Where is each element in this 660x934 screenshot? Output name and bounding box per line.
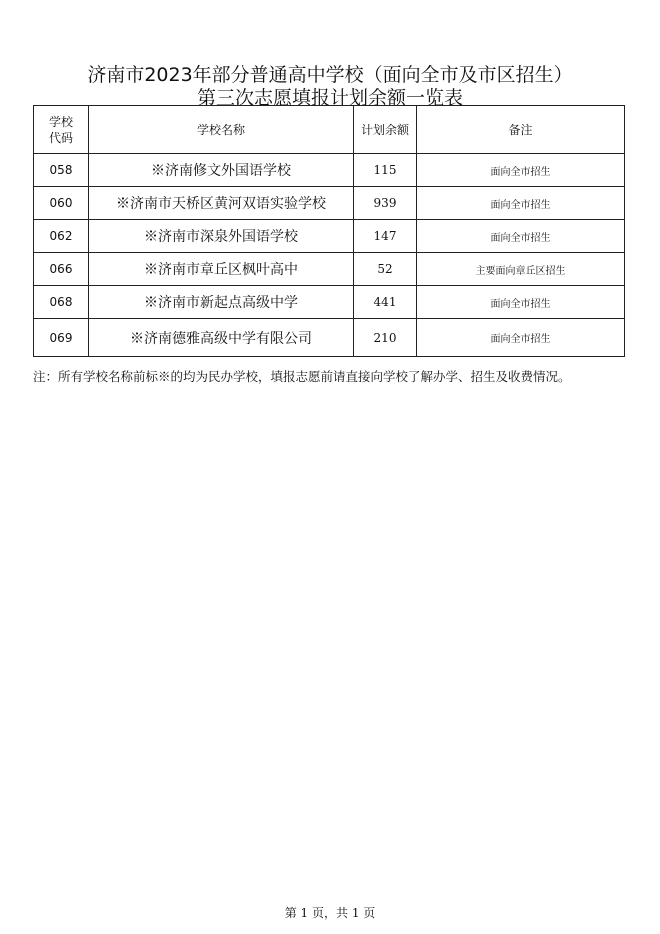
cell-code: 066: [34, 253, 89, 286]
cell-code: 058: [34, 154, 89, 187]
cell-code: 060: [34, 187, 89, 220]
cell-remark: 面向全市招生: [417, 154, 625, 187]
cell-quota: 115: [354, 154, 417, 187]
cell-code: 068: [34, 286, 89, 319]
cell-code: 062: [34, 220, 89, 253]
page-number: 第 1 页，共 1 页: [284, 906, 376, 920]
cell-remark: 主要面向章丘区招生: [417, 253, 625, 286]
cell-remark: 面向全市招生: [417, 319, 625, 357]
table-row: [34, 319, 625, 357]
cell-name: ※济南修文外国语学校: [89, 154, 354, 187]
table-row: [34, 187, 625, 220]
cell-name: ※济南德雅高级中学有限公司: [89, 319, 354, 357]
cell-quota: 210: [354, 319, 417, 357]
title-line-1: 济南市2023年部分普通高中学校（面向全市及市区招生）: [87, 64, 573, 86]
cell-quota: 147: [354, 220, 417, 253]
cell-name: ※济南市章丘区枫叶高中: [89, 253, 354, 286]
header-code-line1: 学校: [48, 114, 73, 129]
cell-code: 069: [34, 319, 89, 357]
table-row: [34, 286, 625, 319]
table-row: [34, 253, 625, 286]
cell-quota: 52: [354, 253, 417, 286]
header-code-line2: 代码: [48, 130, 73, 145]
table-row: [34, 220, 625, 253]
table-header: [34, 106, 625, 154]
cell-name: ※济南市深泉外国语学校: [89, 220, 354, 253]
cell-name: ※济南市天桥区黄河双语实验学校: [89, 187, 354, 220]
title-line-2: 第三次志愿填报计划余额一览表: [196, 87, 463, 109]
header-name: 学校名称: [89, 106, 354, 154]
quota-table: [33, 105, 625, 357]
cell-remark: 面向全市招生: [417, 187, 625, 220]
cell-name: ※济南市新起点高级中学: [89, 286, 354, 319]
header-code: [34, 106, 89, 154]
footnote: 注：所有学校名称前标※的均为民办学校，填报志愿前请直接向学校了解办学、招生及收费情况。: [33, 369, 571, 384]
cell-remark: 面向全市招生: [417, 286, 625, 319]
cell-remark: 面向全市招生: [417, 220, 625, 253]
cell-quota: 939: [354, 187, 417, 220]
table-row: [34, 154, 625, 187]
header-remark: 备注: [417, 106, 625, 154]
cell-quota: 441: [354, 286, 417, 319]
header-quota: 计划余额: [354, 106, 417, 154]
